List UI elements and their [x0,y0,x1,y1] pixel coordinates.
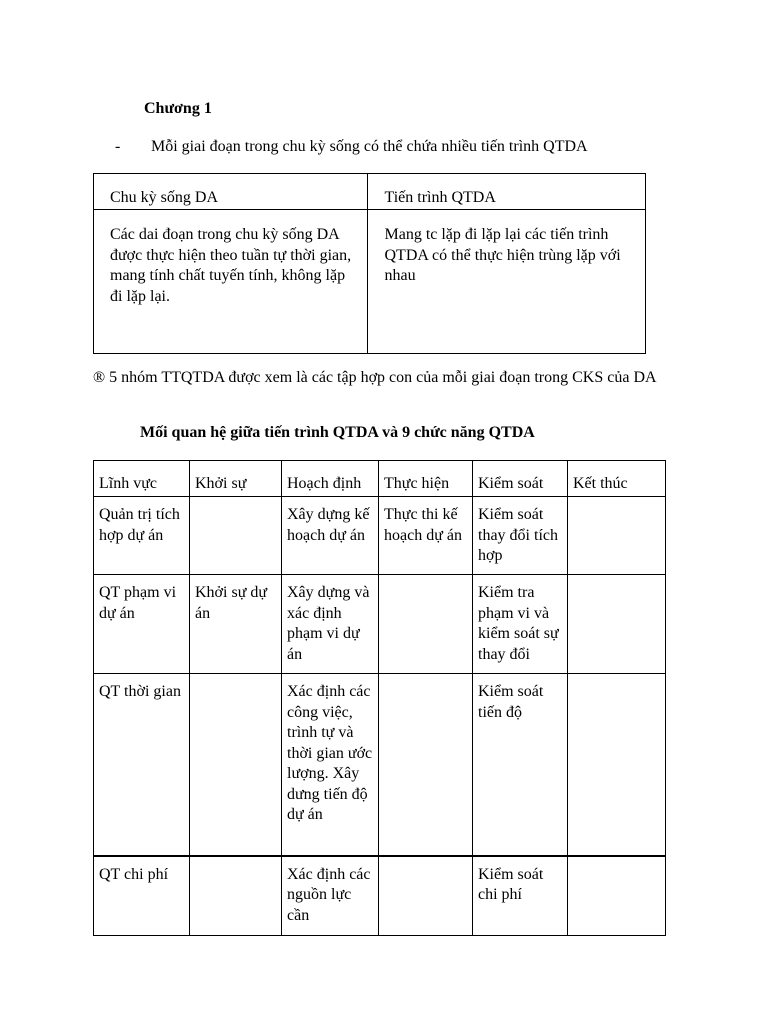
table-row [94,674,666,856]
chapter-heading: Chương 1 [144,100,212,117]
table-cell [568,674,666,856]
table-header-cell: Thực hiện [379,461,473,497]
bullet-marker: - [115,138,121,155]
table-cell: Xác định các công việc, trình tự và thời gian ước lượng. Xây dưng tiến độ dự án [282,674,379,856]
table-cell: Xác định các nguồn lực cần [282,856,379,936]
table-cell: Xây dựng kế hoạch dự án [282,497,379,575]
table-cell [190,674,282,856]
table-cell [190,497,282,575]
table-row [94,497,666,575]
table-header-row [94,174,646,210]
table-header-cell: Chu kỳ sống DA [94,174,368,210]
table-cell [379,856,473,936]
note-paragraph: ® 5 nhóm TTQTDA được xem là các tập hợp con của mỗi giai đoạn trong CKS của DA [93,369,657,386]
table-cell: Kiểm soát chi phí [473,856,568,936]
table-header-row [94,461,666,497]
table-cell [190,856,282,936]
table-cell [568,856,666,936]
table-cell: Kiểm soát thay đổi tích hợp [473,497,568,575]
table-cell [568,575,666,674]
table-cell: Quản trị tích hợp dự án [94,497,190,575]
table-cell: Khởi sự dự án [190,575,282,674]
table-cell: Xây dựng và xác định phạm vi dự án [282,575,379,674]
table-cell: Mang tc lặp đi lặp lại các tiến trình QTDA có thể thực hiện trùng lặp với nhau [368,210,646,354]
table-header-cell: Lĩnh vực [94,461,190,497]
table-row [94,210,646,354]
table-cell: Kiểm tra phạm vi và kiểm soát sự thay đổi [473,575,568,674]
table-cell: Thực thi kế hoạch dự án [379,497,473,575]
table-cell [379,674,473,856]
table-header-cell: Kết thúc [568,461,666,497]
table-header-cell: Khởi sự [190,461,282,497]
table-title: Mối quan hệ giữa tiến trình QTDA và 9 chức năng QTDA [140,424,535,441]
lifecycle-comparison-table [93,173,646,354]
table-header-cell: Kiểm soát [473,461,568,497]
table-cell: QT chi phí [94,856,190,936]
table-row [94,856,666,936]
table-cell: QT phạm vi dự án [94,575,190,674]
table-cell: Các dai đoạn trong chu kỳ sống DA được thực hiện theo tuần tự thời gian, mang tính chất tuyến tính, không lặp đi lặp lại. [94,210,368,354]
table-header-cell: Tiến trình QTDA [368,174,646,210]
table-row [94,575,666,674]
process-function-table [93,460,666,936]
table-header-cell: Hoạch định [282,461,379,497]
table-cell: Kiểm soát tiến độ [473,674,568,856]
bullet-text: Mỗi giai đoạn trong chu kỳ sống có thể chứa nhiều tiến trình QTDA [151,138,588,155]
table-cell [568,497,666,575]
table-cell [379,575,473,674]
table-cell: QT thời gian [94,674,190,856]
